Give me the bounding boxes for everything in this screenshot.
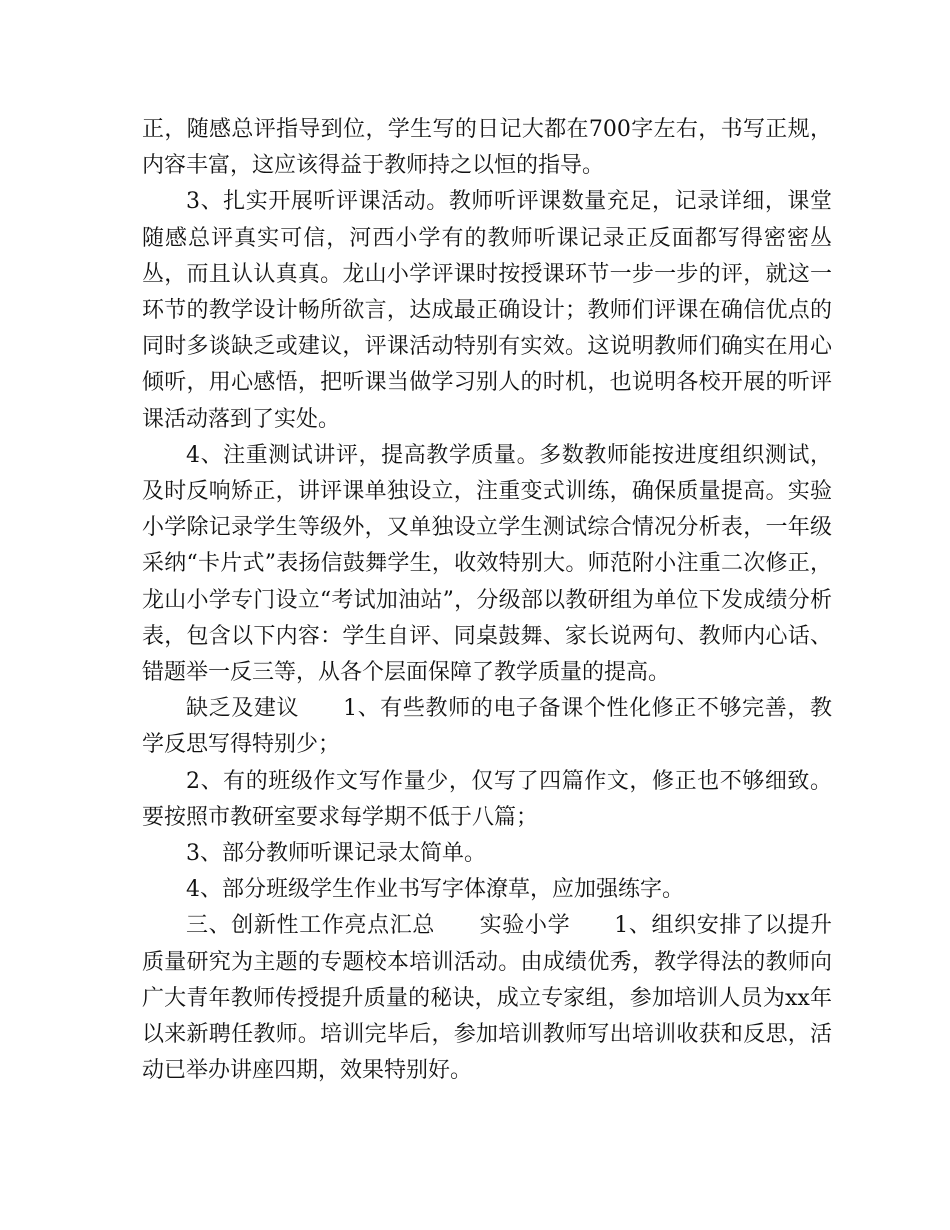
- paragraph-5-text: 2、有的班级作文写作量少，仅写了四篇作文，修正也不够细致。要按照市教研室要求每学期不低于八篇；: [142, 768, 832, 830]
- paragraph-4: [142, 691, 832, 763]
- paragraph-1-text: 正，随感总评指导到位，学生写的日记大都在700字左右，书写正规，内容丰富，这应该得益于教师持之以恒的指导。: [142, 117, 832, 179]
- paragraph-8: [142, 908, 832, 1089]
- paragraph-7-text: 4、部分班级学生作业书写字体潦草，应加强练字。: [186, 877, 684, 903]
- paragraph-3-text: 4、注重测试讲评，提高教学质量。多数教师能按进度组织测试，及时反响矫正，讲评课单独设立，注重变式训练，确保质量提高。实验小学除记录学生等级外，又单独设立学生测试综合情况分析表，一年级采纳“卡片式”表扬信鼓舞学生，收效特别大。师范附小注重二次修正，龙山小学专门设立“考试加油站”，分级部以教研组为单位下发成绩分析表，包含以下内容：学生自评、同桌鼓舞、家长说两句、教师内心话、错题举一反三等，从各个层面保障了教学质量的提高。: [142, 442, 832, 686]
- section-heading-highlights: 三、创新性工作亮点汇总: [186, 913, 436, 939]
- paragraph-7: [142, 872, 832, 908]
- paragraph-1: [142, 112, 832, 184]
- paragraph-2-text: 3、扎实开展听评课活动。教师听评课数量充足，记录详细，课堂随感总评真实可信，河西小学有的教师听课记录正反面都写得密密丛丛，而且认认真真。龙山小学评课时按授课环节一步一步的评，就这一环节的教学设计畅所欲言，达成最正确设计；教师们评课在确信优点的同时多谈缺乏或建议，评课活动特别有实效。这说明教师们确实在用心倾听，用心感悟，把听课当做学习别人的时机，也说明各校开展的听评课活动落到了实处。: [142, 189, 832, 432]
- paragraph-8-text: 1、组织安排了以提升质量研究为主题的专题校本培训活动。由成绩优秀，教学得法的教师向广大青年教师传授提升质量的秘诀，成立专家组，参加培训人员为xx年以来新聘任教师。培训完毕后，参加培训教师写出培训收获和反思，活动已举办讲座四期，效果特别好。: [142, 913, 832, 1084]
- paragraph-3: [142, 438, 832, 691]
- document-body: [142, 112, 832, 1089]
- paragraph-5: [142, 764, 832, 836]
- school-name: 实验小学: [479, 913, 571, 939]
- paragraph-2: [142, 184, 832, 437]
- paragraph-4-text: 1、有些教师的电子备课个性化修正不够完善，教学反思写得特别少；: [142, 696, 832, 758]
- section-heading-shortcomings: 缺乏及建议: [186, 696, 300, 722]
- paragraph-6: [142, 836, 832, 872]
- paragraph-6-text: 3、部分教师听课记录太简单。: [186, 841, 486, 867]
